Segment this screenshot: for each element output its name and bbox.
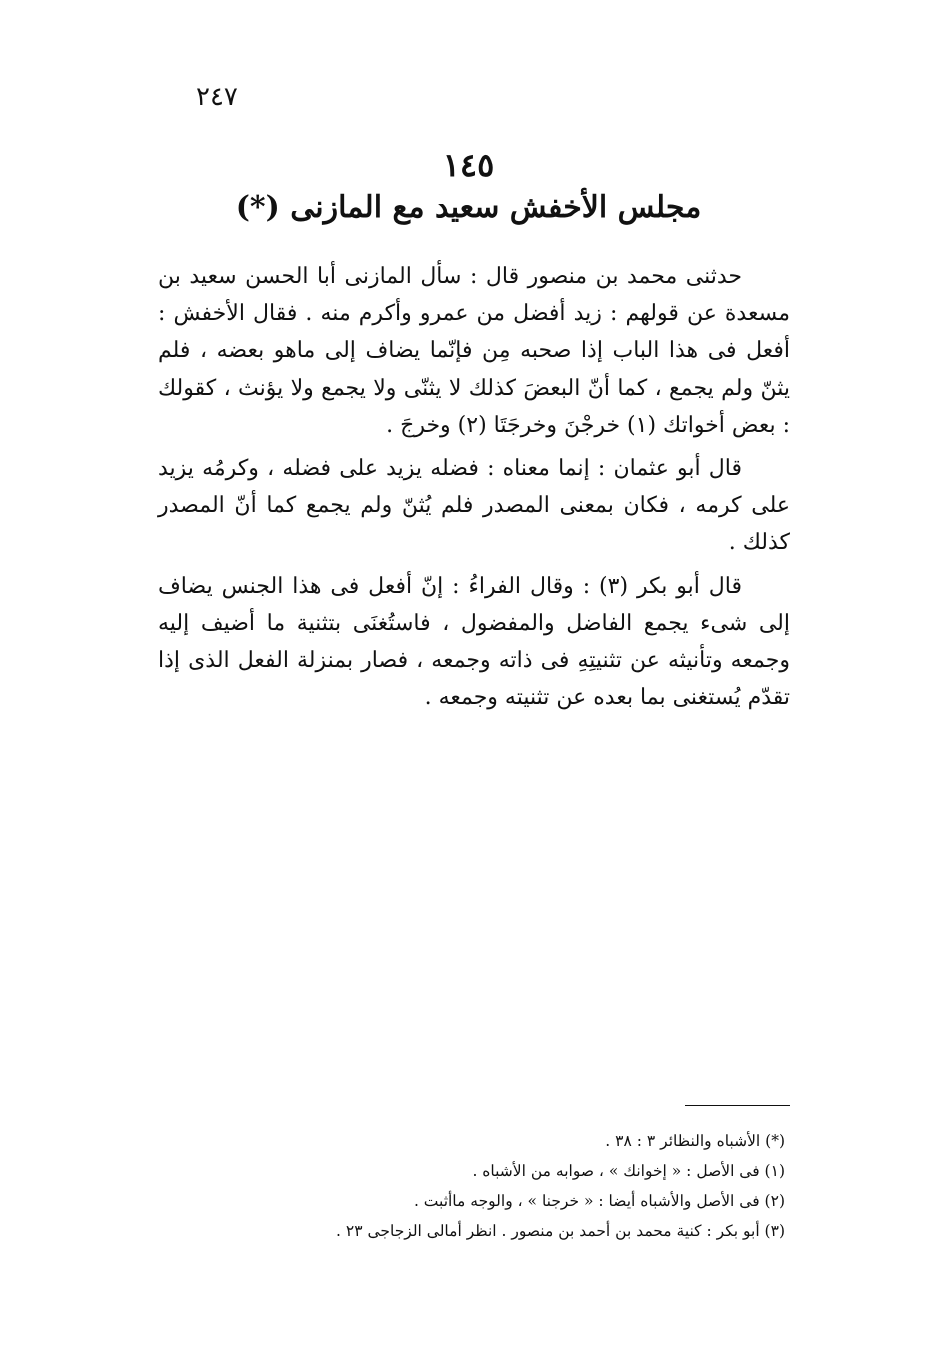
footnotes	[240, 1126, 785, 1246]
footnote-divider	[685, 1105, 790, 1106]
footnote: (٣) أبو بكر : كنية محمد بن أحمد بن منصور . انظر أمالى الزجاجى ٢٣ .	[336, 1222, 785, 1240]
paragraph: حدثنى محمد بن منصور قال : سأل المازنى أبا الحسن سعيد بن مسعدة عن قولهم : زيد أفضل من عمرو وأكرم منه . فقال الأخفش : أفعل فى هذا الباب إذا صحبه مِن فإنّما يضاف إلى ماهو بعضه ، فلم يثنّ ولم يجمع ، كما أنّ البعضَ كذلك لا يثنّى ولا يجمع ولا يؤنث ، كقولك : بعض أخواتك (١) خرجْنَ وخرجَتَا (٢) وخرجَ .	[158, 264, 790, 438]
paragraph: قال أبو عثمان : إنما معناه : فضله يزيد على فضله ، وكرمُه يزيد على كرمه ، فكان بمعنى المصدر فلم يُثنّ ولم يجمع كما أنّ المصدر كذلك .	[158, 456, 790, 556]
footnote: (*) الأشباه والنظائر ٣ : ٣٨ .	[605, 1132, 785, 1150]
section-title: مجلس الأخفش سعيد مع المازنى (*)	[235, 190, 702, 225]
section-number: ١٤٥	[442, 146, 495, 184]
paragraph: قال أبو بكر (٣) : وقال الفراءُ : إنّ أفعل فى هذا الجنس يضاف إلى شىء يجمع الفاضل والمفضول ، فاستُغنَى بتثنية ما أضيف إليه وجمعه وتأنيثه عن تثنيتِهِ فى ذاته وجمعه ، فصار بمنزلة الفعل الذى إذا تقدّم يُستغنى بما بعده عن تثنيته وجمعه .	[158, 573, 790, 711]
footnote: (٢) فى الأصل والأشباه أيضا : « خرجنا » ، والوجه ماأثبت .	[413, 1192, 785, 1210]
page-number: ٢٤٧	[196, 82, 238, 112]
body-text	[158, 258, 790, 722]
footnote: (١) فى الأصل : « إخوانك » ، صوابه من الأشباه .	[472, 1162, 785, 1180]
